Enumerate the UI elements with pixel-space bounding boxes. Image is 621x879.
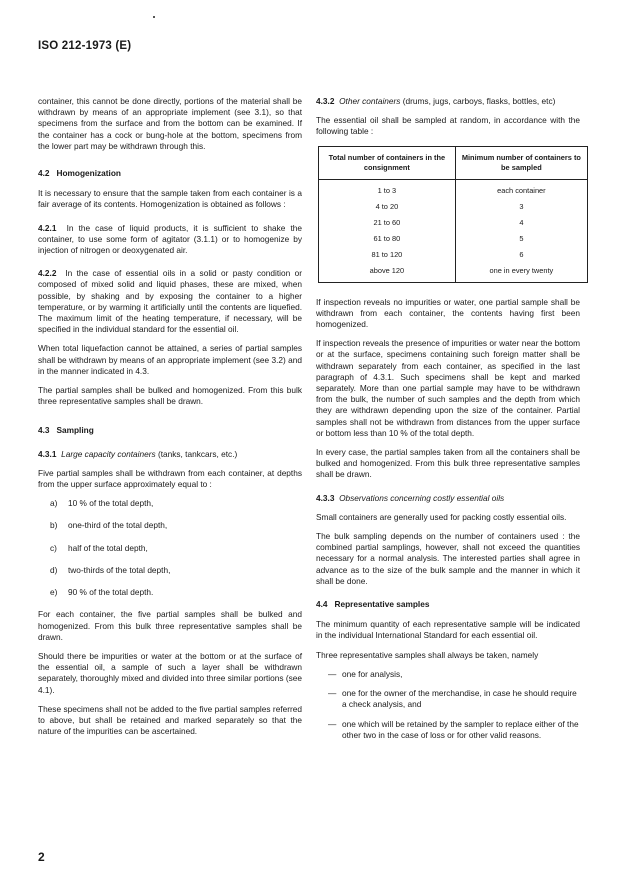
minimum-quantity-paragraph: The minimum quantity of each representative sample will be indicated in the individual International Standard for each essential oil.	[316, 619, 580, 641]
inspection-paragraph-1: If inspection reveals no impurities or water, one partial sample shall be withdrawn from each container, the contents having first been homogenized.	[316, 296, 580, 330]
clause-title-rest: (drums, jugs, carboys, flasks, bottles, etc)	[402, 96, 556, 106]
item-text: one for analysis,	[342, 668, 403, 679]
inspection-paragraph-2: If inspection reveals the presence of impurities or water near the bottom or at the surface, specimens containing such foreign matter shall be withdrawn separately from each container, as specified in the last paragraph of 4.3.1. Such specimens shall be kept and marked separately. More than one partial sample may have to be withdrawn from the bulk, the number of such samples and the depth from which they are withdrawn depending upon the size of the container. Partial samples shall not be withdrawn from distances from the upper surface or bottom less than 10 % of the total depth.	[316, 338, 580, 438]
clause-number: 4.2.2	[38, 268, 57, 279]
clause-text: In the case of essential oils in a solid or pasty condition or composed of mixed solid and liquid phases, these are mixed, when possible, by shaking and by exposing the container to a higher temperature, or by warming it artificially until the contents are liquefied. The maximum limit of the heating temperature, if necessary, will be specified in the individual standard for the essential oil.	[38, 268, 302, 335]
small-containers-paragraph: Small containers are generally used for packing costly essential oils.	[316, 511, 567, 522]
table-row	[319, 232, 588, 248]
left-column	[38, 96, 302, 745]
item-text: half of the total depth,	[68, 542, 148, 553]
clause-4-3-1	[38, 449, 302, 460]
column-header: Total number of containers in the consignment	[319, 146, 456, 179]
item-text: one which will be retained by the sampler to replace either of the other two in the case of loss or for other valid reasons.	[342, 718, 579, 740]
section-title: Homogenization	[56, 168, 121, 179]
five-samples-paragraph: Five partial samples shall be withdrawn from each container, at depths from the upper surface approximately equal to :	[38, 467, 302, 490]
clause-title: Other containers	[339, 96, 401, 106]
clause-4-2-1	[38, 223, 302, 257]
table-cell: 5	[455, 232, 587, 248]
table-row	[319, 264, 588, 283]
section-title: Sampling	[56, 425, 94, 436]
homogenization-paragraph: It is necessary to ensure that the sample taken from each container is a fair average of its contents. Homogenization is obtained as follows :	[38, 188, 302, 210]
table-row	[319, 200, 588, 216]
every-case-paragraph: In every case, the partial samples taken from all the containers shall be bulked and homogenized. From this bulk three representative samples shall be drawn.	[316, 447, 580, 480]
liquefaction-paragraph: When total liquefaction cannot be attained, a series of partial samples shall be withdrawn by means of an appropriate implement (see 3.2) and in the manner indicated in 4.3.	[38, 343, 302, 376]
representative-samples-list	[316, 669, 580, 741]
section-4-4-heading	[316, 599, 580, 610]
dash-mark: —	[328, 668, 337, 679]
table-cell: 4	[455, 216, 587, 232]
three-samples-paragraph: Three representative samples shall always be taken, namely	[316, 649, 539, 660]
dash-mark: —	[328, 688, 337, 699]
item-label: c)	[50, 542, 57, 553]
section-number: 4.4	[316, 599, 328, 610]
section-4-2-heading	[38, 168, 302, 179]
intro-paragraph: container, this cannot be done directly, portions of the material shall be withdrawn by means of an appropriate implement (see 3.1), so that specimens from the surface and from the bottom can be examined. If the container has a cock or bung-hole at the bottom, specimens from the lower part may be withdrawn through this.	[38, 96, 302, 151]
table-header-row	[319, 146, 588, 179]
clause-title: Observations concerning costly essential oils	[339, 492, 505, 503]
section-title: Representative samples	[334, 599, 430, 610]
clause-number: 4.2.1	[38, 222, 57, 233]
table-cell: each container	[455, 179, 587, 200]
item-label: b)	[50, 520, 58, 531]
clause-number: 4.3.2	[316, 96, 335, 106]
random-sampling-paragraph: The essential oil shall be sampled at random, in accordance with the following table :	[316, 115, 580, 137]
table-row	[319, 216, 588, 232]
table-cell: 1 to 3	[319, 179, 456, 200]
list-item	[316, 719, 580, 741]
item-text: two-thirds of the total depth,	[68, 564, 171, 575]
list-item	[316, 688, 580, 710]
item-label: d)	[50, 564, 58, 575]
bulk-paragraph: The partial samples shall be bulked and homogenized. From this bulk three representative samples shall be drawn.	[38, 385, 302, 407]
item-text: 90 % of the total depth.	[68, 587, 154, 598]
list-item	[38, 520, 302, 531]
section-number: 4.2	[38, 168, 50, 179]
document-header: ISO 212-1973 (E)	[38, 40, 132, 52]
dash-mark: —	[328, 718, 337, 729]
table-cell: 81 to 120	[319, 248, 456, 264]
clause-title: Large capacity containers	[61, 448, 156, 459]
table-cell: 3	[455, 200, 587, 216]
clause-title-rest: (tanks, tankcars, etc.)	[157, 448, 238, 459]
list-item	[38, 587, 302, 598]
table-cell: 61 to 80	[319, 232, 456, 248]
table-cell: above 120	[319, 264, 456, 283]
page-number: 2	[38, 850, 45, 864]
column-header: Minimum number of containers to be sampled	[455, 146, 587, 179]
item-text: 10 % of the total depth,	[68, 498, 154, 509]
item-text: one-third of the total depth,	[68, 520, 168, 531]
clause-text: In the case of liquid products, it is sufficient to shake the container, to use some form of agitator (3.1.1) or to homogenize by injection of nitrogen or deoxygenated air.	[38, 222, 302, 256]
table-cell: 6	[455, 248, 587, 264]
clause-4-3-3	[316, 493, 580, 504]
clause-4-2-2	[38, 268, 302, 335]
section-number: 4.3	[38, 425, 50, 436]
table-row	[319, 248, 588, 264]
item-label: e)	[50, 587, 58, 598]
speck-mark	[153, 16, 155, 18]
specimens-paragraph: These specimens shall not be added to the five partial samples referred to above, but shall be retained and marked separately so that the nature of the impurities can be ascertained.	[38, 703, 302, 737]
table-cell: 21 to 60	[319, 216, 456, 232]
item-label: a)	[50, 498, 58, 509]
each-container-paragraph: For each container, the five partial samples shall be bulked and homogenized. From this bulk three representative samples shall be drawn.	[38, 609, 302, 642]
right-column	[316, 96, 580, 749]
list-item	[316, 669, 580, 680]
item-text: one for the owner of the merchandise, in case he should require a check analysis, and	[342, 688, 577, 710]
bulk-sampling-paragraph: The bulk sampling depends on the number of containers used : the combined partial samplings, however, shall not exceed the quantities necessary for a normal analysis. The interested parties shall agree in advance as to the size of the bulk sample and the manner in which it shall be done.	[316, 531, 580, 586]
impurities-paragraph: Should there be impurities or water at the bottom or at the surface of the essential oil, a sample of such a layer shall be withdrawn separately, thoroughly mixed and divided into three similar portions (see 4.1).	[38, 650, 302, 695]
table-row	[319, 179, 588, 200]
list-item	[38, 565, 302, 576]
section-4-3-heading	[38, 425, 302, 436]
sampling-table	[318, 146, 588, 283]
table-cell: one in every twenty	[455, 264, 587, 283]
list-item	[38, 498, 302, 509]
clause-number: 4.3.3	[316, 492, 335, 503]
clause-4-3-2	[316, 96, 580, 107]
depth-list	[38, 498, 302, 598]
table-cell: 4 to 20	[319, 200, 456, 216]
clause-number: 4.3.1	[38, 448, 57, 459]
list-item	[38, 543, 302, 554]
